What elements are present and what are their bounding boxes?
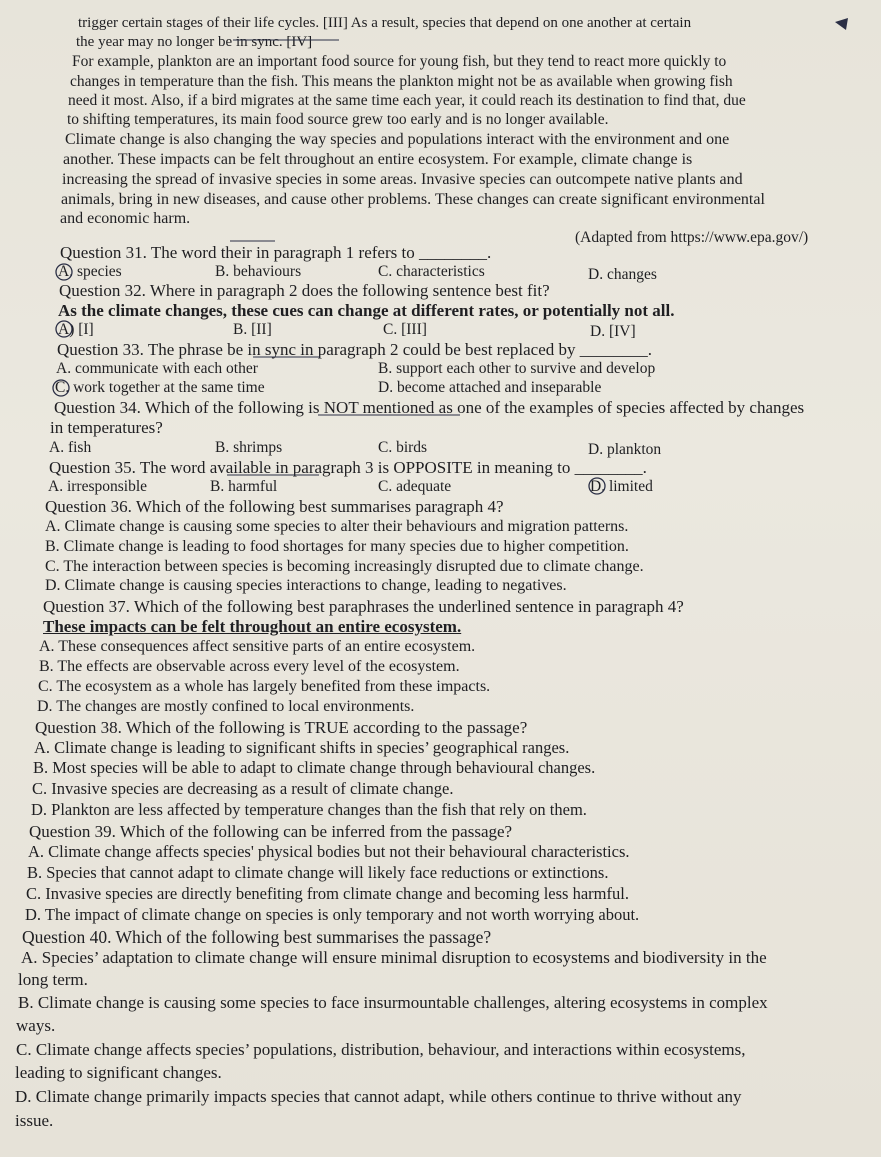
question-36-stem: Question 36. Which of the following best summarises paragraph 4? bbox=[45, 497, 504, 516]
corner-mark bbox=[835, 18, 848, 30]
q32-option-b[interactable]: B. [II] bbox=[233, 321, 272, 338]
question-34-stem-cont: in temperatures? bbox=[50, 418, 163, 437]
passage-line: need it most. Also, if a bird migrates at the same time each year, it could reach its destination to find that, due bbox=[68, 92, 746, 109]
passage-line: and economic harm. bbox=[60, 210, 191, 227]
question-32-stem: Question 32. Where in paragraph 2 does the following sentence best fit? bbox=[59, 281, 550, 300]
passage-line: animals, bring in new diseases, and cause other problems. These changes can create significant environmental bbox=[61, 191, 765, 208]
passage-line: trigger certain stages of their life cycles. [III] As a result, species that depend on one another at certain bbox=[78, 15, 692, 31]
q40-option-d-cont[interactable]: issue. bbox=[15, 1111, 54, 1130]
q37-option-b[interactable]: B. The effects are observable across every level of the ecosystem. bbox=[39, 658, 460, 675]
q32-option-c[interactable]: C. [III] bbox=[383, 321, 427, 338]
q40-option-d[interactable]: D. Climate change primarily impacts species that cannot adapt, while others continue to thrive without any bbox=[15, 1087, 742, 1106]
q31-option-d[interactable]: D. changes bbox=[588, 266, 657, 283]
answer-circle-q32 bbox=[56, 321, 72, 337]
q40-option-a[interactable]: A. Species’ adaptation to climate change will ensure minimal disruption to ecosystems and biodiversity in the bbox=[21, 948, 767, 967]
q33-option-b[interactable]: B. support each other to survive and develop bbox=[378, 360, 656, 377]
q31-option-c[interactable]: C. characteristics bbox=[378, 263, 485, 280]
q37-option-d[interactable]: D. The changes are mostly confined to local environments. bbox=[37, 698, 415, 715]
q38-option-b[interactable]: B. Most species will be able to adapt to climate change through behavioural changes. bbox=[33, 758, 596, 777]
question-31-stem: Question 31. The word their in paragraph 1 refers to ________. bbox=[60, 243, 492, 262]
passage-line: Climate change is also changing the way species and populations interact with the environment and one bbox=[65, 131, 730, 148]
q35-option-a[interactable]: A. irresponsible bbox=[48, 478, 148, 495]
q38-option-c[interactable]: C. Invasive species are decreasing as a result of climate change. bbox=[32, 779, 454, 798]
q31-option-b[interactable]: B. behaviours bbox=[215, 263, 302, 280]
question-39-stem: Question 39. Which of the following can be inferred from the passage? bbox=[29, 822, 513, 841]
passage-line: another. These impacts can be felt throughout an entire ecosystem. For example, climate change is bbox=[63, 151, 693, 168]
q40-option-a-cont[interactable]: long term. bbox=[18, 970, 88, 989]
q34-option-c[interactable]: C. birds bbox=[378, 439, 428, 456]
q40-option-c-cont[interactable]: leading to significant changes. bbox=[15, 1063, 222, 1082]
question-34-stem: Question 34. Which of the following is NOT mentioned as one of the examples of species affected by changes bbox=[54, 398, 805, 417]
q35-option-c[interactable]: C. adequate bbox=[378, 478, 452, 495]
q40-option-c[interactable]: C. Climate change affects species’ populations, distribution, behaviour, and interactions within ecosystems, bbox=[16, 1040, 746, 1059]
q39-option-b[interactable]: B. Species that cannot adapt to climate change will likely face reductions or extinctions. bbox=[27, 863, 609, 882]
q34-option-d[interactable]: D. plankton bbox=[588, 441, 662, 458]
q39-option-c[interactable]: C. Invasive species are directly benefiting from climate change and becoming less harmful. bbox=[26, 884, 629, 903]
q40-option-b-cont[interactable]: ways. bbox=[16, 1016, 56, 1035]
passage-line: For example, plankton are an important food source for young fish, but they tend to react more quickly to bbox=[72, 53, 727, 70]
q32-option-a[interactable]: A) [I] bbox=[58, 321, 94, 338]
q40-option-b[interactable]: B. Climate change is causing some species to face insurmountable challenges, altering ecosystems in complex bbox=[18, 993, 768, 1012]
passage-line: the year may no longer be in sync. [IV] bbox=[76, 34, 313, 50]
q38-option-d[interactable]: D. Plankton are less affected by temperature changes than the fish that rely on them. bbox=[31, 800, 587, 819]
passage-line: increasing the spread of invasive species in some areas. Invasive species can outcompete native plants and bbox=[62, 171, 743, 188]
passage-source: (Adapted from https://www.epa.gov/) bbox=[575, 229, 809, 246]
q35-option-d[interactable]: D. limited bbox=[590, 478, 653, 495]
q33-option-c[interactable]: C. work together at the same time bbox=[55, 379, 265, 396]
answer-circle-q33 bbox=[53, 380, 69, 396]
question-40-stem: Question 40. Which of the following best summarises the passage? bbox=[22, 927, 492, 947]
q35-option-b[interactable]: B. harmful bbox=[210, 478, 278, 495]
q36-option-b[interactable]: B. Climate change is leading to food shortages for many species due to higher competition. bbox=[45, 538, 629, 555]
question-33-stem: Question 33. The phrase be in sync in paragraph 2 could be best replaced by ________. bbox=[57, 340, 652, 359]
question-35-stem: Question 35. The word available in paragraph 3 is OPPOSITE in meaning to ________. bbox=[49, 458, 647, 477]
q38-option-a[interactable]: A. Climate change is leading to significant shifts in species’ geographical ranges. bbox=[34, 738, 570, 757]
q34-option-a[interactable]: A. fish bbox=[49, 439, 92, 456]
q37-quoted-sentence: These impacts can be felt throughout an entire ecosystem. bbox=[43, 617, 462, 636]
q36-option-d[interactable]: D. Climate change is causing species interactions to change, leading to negatives. bbox=[45, 577, 567, 594]
q33-option-d[interactable]: D. become attached and inseparable bbox=[378, 379, 602, 396]
q32-option-d[interactable]: D. [IV] bbox=[590, 323, 636, 340]
q33-option-a[interactable]: A. communicate with each other bbox=[56, 360, 258, 377]
q39-option-d[interactable]: D. The impact of climate change on species is only temporary and not worth worrying about. bbox=[25, 905, 640, 924]
q32-sentence: As the climate changes, these cues can change at different rates, or potentially not all. bbox=[58, 301, 675, 320]
q31-option-a[interactable]: A. species bbox=[58, 263, 122, 280]
question-37-stem: Question 37. Which of the following best paraphrases the underlined sentence in paragraph 4? bbox=[43, 597, 684, 616]
q36-option-a[interactable]: A. Climate change is causing some species to alter their behaviours and migration patterns. bbox=[45, 518, 629, 535]
passage-line: to shifting temperatures, its main food source grew too early and is no longer available. bbox=[67, 111, 609, 128]
passage-line: changes in temperature than the fish. This means the plankton might not be as available when growing fish bbox=[70, 73, 733, 90]
q39-option-a[interactable]: A. Climate change affects species' physical bodies but not their behavioural characteristics. bbox=[28, 842, 630, 861]
q36-option-c[interactable]: C. The interaction between species is becoming increasingly disrupted due to climate change. bbox=[45, 558, 644, 575]
q37-option-a[interactable]: A. These consequences affect sensitive parts of an entire ecosystem. bbox=[39, 638, 476, 655]
q37-option-c[interactable]: C. The ecosystem as a whole has largely benefited from these impacts. bbox=[38, 678, 491, 695]
question-38-stem: Question 38. Which of the following is TRUE according to the passage? bbox=[35, 718, 528, 737]
q34-option-b[interactable]: B. shrimps bbox=[215, 439, 283, 456]
answer-circle-q35 bbox=[589, 478, 605, 494]
answer-circle-q31 bbox=[56, 264, 72, 280]
